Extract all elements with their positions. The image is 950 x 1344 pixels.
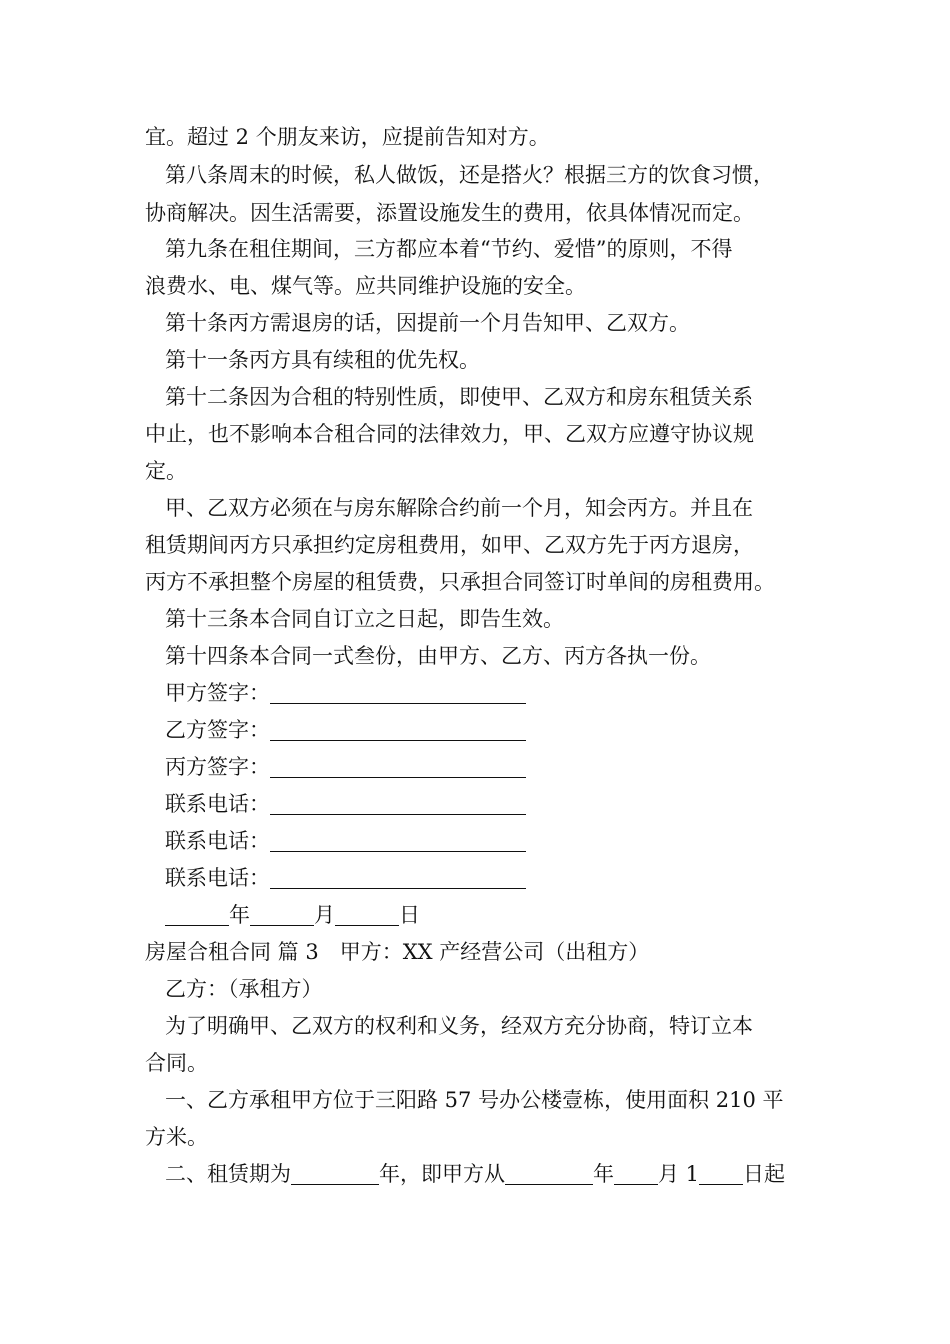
lease-term-label: 二、租赁期为 (165, 1162, 291, 1186)
paragraph-line: 甲、乙双方必须在与房东解除合约前一个月，知会丙方。并且在 (165, 496, 753, 520)
year-label: 年 (593, 1162, 614, 1186)
phone-label: 联系电话： (165, 792, 270, 816)
paragraph-line: 协商解决。因生活需要，添置设施发生的费用，依具体情况而定。 (145, 201, 754, 225)
start-day-blank (699, 1162, 743, 1185)
day-label: 日起 (743, 1162, 786, 1186)
party-a-sign-label: 甲方签字： (165, 681, 270, 705)
party-a-sign-blank (270, 681, 526, 704)
signature-line-party-a (165, 678, 526, 708)
paragraph-line: 浪费水、电、煤气等。应共同维护设施的安全。 (145, 274, 586, 298)
party-b-line: 乙方：（承租方） (165, 977, 323, 1001)
phone-line-2 (165, 826, 526, 856)
paragraph-line: 中止，也不影响本合租合同的法律效力，甲、乙双方应遵守协议规 (145, 422, 754, 446)
phone-blank (270, 829, 526, 852)
paragraph-line: 第九条在租住期间，三方都应本着“节约、爱惜”的原则，不得 (165, 237, 733, 261)
paragraph-line: 一、乙方承租甲方位于三阳路 57 号办公楼壹栋，使用面积 210 平 (165, 1088, 784, 1112)
lease-term-line (165, 1159, 785, 1189)
month-label: 月 1 (658, 1162, 700, 1186)
phone-blank (270, 792, 526, 815)
paragraph-line: 第八条周末的时候，私人做饭，还是搭火？根据三方的饮食习惯， (165, 163, 774, 187)
phone-line-3 (165, 863, 526, 893)
paragraph-line: 方米。 (145, 1125, 208, 1149)
party-b-sign-blank (270, 718, 526, 741)
party-c-sign-label: 丙方签字： (165, 755, 270, 779)
paragraph-line: 第十一条丙方具有续租的优先权。 (165, 348, 480, 372)
paragraph-line: 第十三条本合同自订立之日起，即告生效。 (165, 607, 564, 631)
phone-blank (270, 866, 526, 889)
paragraph-line: 丙方不承担整个房屋的租赁费，只承担合同签订时单间的房租费用。 (145, 570, 775, 594)
phone-label: 联系电话： (165, 829, 270, 853)
date-line (165, 900, 420, 930)
paragraph-line: 租赁期间丙方只承担约定房租费用，如甲、乙双方先于丙方退房， (145, 533, 754, 557)
paragraph-line: 合同。 (145, 1051, 208, 1075)
year-label: 年 (229, 903, 250, 927)
day-label: 日 (399, 903, 420, 927)
paragraph-line: 为了明确甲、乙双方的权利和义务，经双方充分协商，特订立本 (165, 1014, 753, 1038)
phone-label: 联系电话： (165, 866, 270, 890)
lease-years-blank (291, 1162, 379, 1185)
signature-line-party-b (165, 715, 526, 745)
start-year-blank (505, 1162, 593, 1185)
party-b-sign-label: 乙方签字： (165, 718, 270, 742)
section-heading: 房屋合租合同 篇 3 甲方：XX 产经营公司（出租方） (145, 940, 650, 964)
year-blank (165, 903, 229, 926)
phone-line-1 (165, 789, 526, 819)
month-blank (250, 903, 314, 926)
paragraph-line: 第十二条因为合租的特别性质，即使甲、乙双方和房东租赁关系 (165, 385, 753, 409)
paragraph-line: 定。 (145, 459, 187, 483)
paragraph-line: 第十四条本合同一式叁份，由甲方、乙方、丙方各执一份。 (165, 644, 711, 668)
lease-from-label: 年，即甲方从 (379, 1162, 505, 1186)
start-month-blank (614, 1162, 658, 1185)
day-blank (335, 903, 399, 926)
paragraph-line: 宜。超过 2 个朋友来访，应提前告知对方。 (145, 125, 550, 149)
signature-line-party-c (165, 752, 526, 782)
party-c-sign-blank (270, 755, 526, 778)
month-label: 月 (314, 903, 335, 927)
paragraph-line: 第十条丙方需退房的话，因提前一个月告知甲、乙双方。 (165, 311, 690, 335)
